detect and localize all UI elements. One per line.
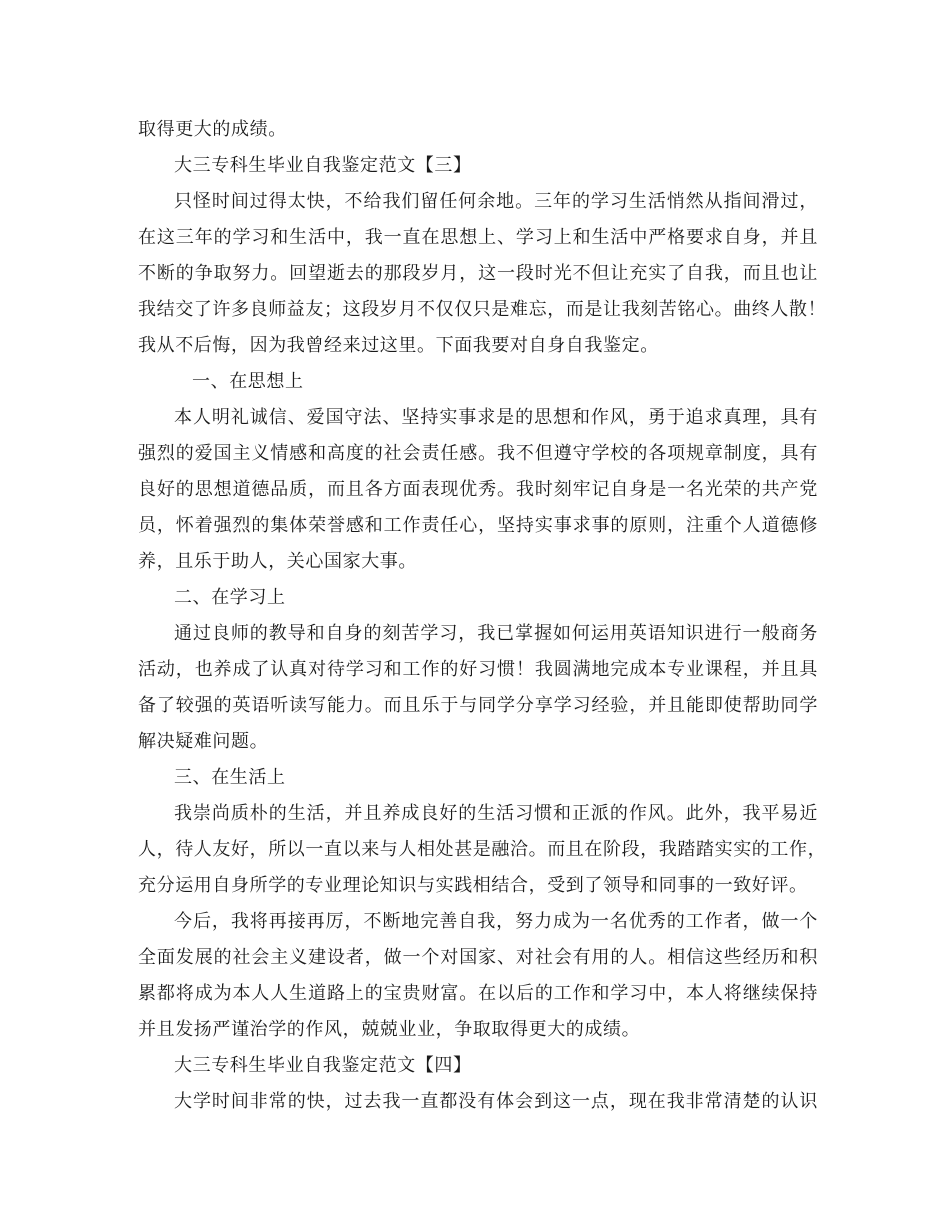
paragraph-line: 我崇尚质朴的生活，并且养成良好的生活习惯和正派的作风。此外，我平易近 xyxy=(174,803,818,824)
paragraph-line: 充分运用自身所学的专业理论知识与实践相结合，受到了领导和同事的一致好评。 xyxy=(138,875,808,896)
paragraph-line: 备了较强的英语听读写能力。而且乐于与同学分享学习经验，并且能即使帮助同学 xyxy=(138,695,818,716)
paragraph-line: 通过良师的教导和自身的刻苦学习，我已掌握如何运用英语知识进行一般商务 xyxy=(174,623,818,644)
paragraph-line: 取得更大的成绩。 xyxy=(138,119,287,140)
subsection-heading: 一、在思想上 xyxy=(192,371,304,392)
paragraph-line: 我结交了许多良师益友；这段岁月不仅仅只是难忘，而是让我刻苦铭心。曲终人散！ xyxy=(138,299,827,320)
paragraph-line: 养，且乐于助人，关心国家大事。 xyxy=(138,551,417,572)
subsection-heading: 二、在学习上 xyxy=(174,587,286,608)
paragraph-line: 我从不后悔，因为我曾经来过这里。下面我要对自身自我鉴定。 xyxy=(138,335,659,356)
paragraph-line: 本人明礼诚信、爱国守法、坚持实事求是的思想和作风，勇于追求真理，具有 xyxy=(174,407,818,428)
paragraph-line: 活动，也养成了认真对待学习和工作的好习惯！我圆满地完成本专业课程，并且具 xyxy=(138,659,818,680)
paragraph-line: 今后，我将再接再厉，不断地完善自我，努力成为一名优秀的工作者，做一个 xyxy=(174,911,818,932)
paragraph-line: 人，待人友好，所以一直以来与人相处甚是融洽。而且在阶段，我踏踏实实的工作， xyxy=(138,839,827,860)
section-heading: 大三专科生毕业自我鉴定范文【三】 xyxy=(174,155,472,176)
paragraph-line: 并且发扬严谨治学的作风，兢兢业业，争取取得更大的成绩。 xyxy=(138,1019,641,1040)
paragraph-line: 只怪时间过得太快，不给我们留任何余地。三年的学习生活悄然从指间滑过， xyxy=(174,191,818,212)
paragraph-line: 累都将成为本人人生道路上的宝贵财富。在以后的工作和学习中，本人将继续保持 xyxy=(138,983,818,1004)
paragraph-line: 解决疑难问题。 xyxy=(138,731,269,752)
paragraph-line: 员，怀着强烈的集体荣誉感和工作责任心，坚持实事求事的原则，注重个人道德修 xyxy=(138,515,818,536)
paragraph-line: 良好的思想道德品质，而且各方面表现优秀。我时刻牢记自身是一名光荣的共产党 xyxy=(138,479,818,500)
section-heading: 大三专科生毕业自我鉴定范文【四】 xyxy=(174,1055,472,1076)
paragraph-line: 不断的争取努力。回望逝去的那段岁月，这一段时光不但让充实了自我，而且也让 xyxy=(138,263,818,284)
paragraph-line: 在这三年的学习和生活中，我一直在思想上、学习上和生活中严格要求自身，并且 xyxy=(138,227,818,248)
paragraph-line: 大学时间非常的快，过去我一直都没有体会到这一点，现在我非常清楚的认识 xyxy=(174,1091,818,1112)
paragraph-line: 强烈的爱国主义情感和高度的社会责任感。我不但遵守学校的各项规章制度，具有 xyxy=(138,443,818,464)
paragraph-line: 全面发展的社会主义建设者，做一个对国家、对社会有用的人。相信这些经历和积 xyxy=(138,947,818,968)
subsection-heading: 三、在生活上 xyxy=(174,767,286,788)
